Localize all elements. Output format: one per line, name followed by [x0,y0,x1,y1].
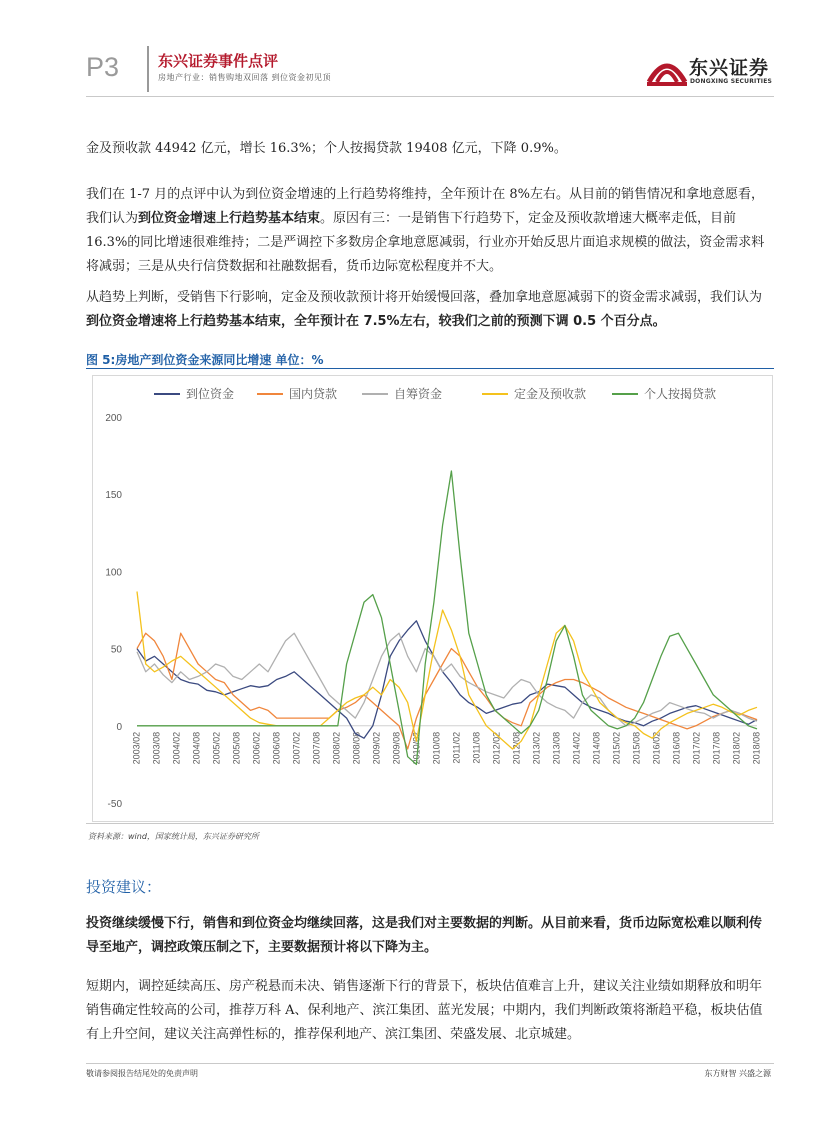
series-line-自筹资金 [137,633,757,726]
x-tick-label: 2015/08 [631,731,642,765]
paragraph-2-text-a: 我们在 1-7 月的点评中认为到位资金增速的上行趋势将维持，全年预计在 8%左右。从目前的销售情况和拿地意愿看，我们认为 [86,187,764,226]
page-number: P3 [86,52,120,82]
figure-bottom-rule [86,823,774,824]
x-tick-label: 2005/02 [211,731,222,765]
paragraph-3 [86,286,774,334]
y-tick-label: 150 [105,490,122,502]
paragraph-2-text-b: 。原因有三：一是销售下行趋势下，定金及预收款增速大概率走低，目前 16.3%的同比增速很难维持；二是严调控下多数房企拿地意愿减弱，行业亦开始反思片面追求规模的做法，资金需求料将减弱；三是从央行信贷数据和社融数据看，货币边际宽松程度并不大。 [86,211,765,274]
x-tick-label: 2007/08 [311,731,322,765]
x-tick-label: 2017/08 [711,731,722,765]
x-tick-label: 2011/08 [471,731,482,764]
x-tick-label: 2014/02 [571,731,582,765]
y-tick-label: 100 [105,567,122,579]
x-tick-label: 2016/02 [651,731,662,765]
x-tick-label: 2007/02 [291,731,302,765]
x-tick-label: 2006/08 [271,731,282,765]
report-type: 东兴证券事件点评 [158,52,279,70]
legend-label: 自筹资金 [394,387,443,401]
x-tick-label: 2014/08 [591,731,602,765]
paragraph-3-bold: 到位资金增速将上行趋势基本结束，全年预计在 7.5%左右，较我们之前的预测下调 0.5 个百分点。 [86,314,666,329]
legend-label: 个人按揭贷款 [644,387,717,401]
x-tick-label: 2017/02 [691,731,702,765]
line-chart [92,375,773,822]
x-tick-label: 2012/08 [511,731,522,765]
footer-rule [86,1063,774,1064]
y-tick-label: 50 [110,644,122,656]
x-tick-label: 2003/08 [151,731,162,765]
x-tick-label: 2016/08 [671,731,682,765]
x-tick-label: 2008/08 [351,731,362,765]
x-tick-label: 2018/08 [751,731,762,765]
x-tick-label: 2009/02 [371,731,382,765]
x-tick-label: 2004/08 [191,731,202,765]
x-tick-label: 2015/02 [611,731,622,765]
report-subtitle: 房地产行业：销售购地双回落 到位资金初见顶 [158,73,332,82]
x-tick-label: 2013/08 [551,731,562,765]
header-divider [147,46,149,92]
paragraph-4 [86,912,774,960]
y-tick-label: -50 [107,799,122,810]
x-tick-label: 2008/02 [331,731,342,765]
x-tick-label: 2010/02 [411,731,422,765]
x-tick-label: 2013/02 [531,731,542,765]
x-tick-label: 2011/02 [451,731,462,764]
logo-text: 东兴证券 [689,57,770,79]
legend-label: 国内贷款 [289,387,338,401]
y-tick-label: 200 [105,413,122,424]
x-tick-label: 2005/08 [231,731,242,765]
legend-label: 定金及预收款 [514,387,587,401]
figure-source: 资料来源：wind，国家统计局，东兴证券研究所 [88,832,259,841]
x-tick-label: 2009/08 [391,731,402,765]
x-tick-label: 2010/08 [431,731,442,765]
x-tick-label: 2003/02 [131,731,142,765]
x-tick-label: 2012/02 [491,731,502,765]
logo-english: DONGXING SECURITIES [690,78,773,85]
section-title: 投资建议： [86,878,162,896]
figure-title-rule [86,368,774,369]
paragraph-2-bold: 到位资金增速上行趋势基本结束 [138,211,321,226]
footer-slogan: 东方财智 兴盛之源 [704,1069,771,1078]
header-rule [86,96,774,97]
paragraph-3-text: 从趋势上判断，受销售下行影响，定金及预收款预计将开始缓慢回落，叠加拿地意愿减弱下的资金需求减弱，我们认为 [86,290,763,305]
legend-label: 到位资金 [186,387,235,401]
footer-disclaimer: 敬请参阅报告结尾处的免责声明 [86,1069,198,1078]
x-tick-label: 2006/02 [251,731,262,765]
y-tick-label: 0 [116,721,122,733]
x-tick-label: 2004/02 [171,731,182,765]
paragraph-5: 短期内，调控延续高压、房产税悬而未决、销售逐渐下行的背景下，板块估值难言上升，建议关注业绩如期释放和明年销售确定性较高的公司，推荐万科 A、保利地产、滨江集团、蓝光发展；中期内，我们判断政策将渐趋平稳，板块估值有上升空间，建议关注高弹性标的，推荐保利地产、滨江集团、荣盛发展、北京城建。 [86,979,763,1042]
paragraph-4-bold: 投资继续缓慢下行，销售和到位资金均继续回落，这是我们对主要数据的判断。从目前来看，货币边际宽松难以顺利传导至地产，调控政策压制之下，主要数据预计将以下降为主。 [86,916,763,955]
x-tick-label: 2018/02 [731,731,742,765]
figure-title: 图 5:房地产到位资金来源同比增速 单位：% [86,353,324,367]
paragraph-1: 金及预收款 44942 亿元，增长 16.3%；个人按揭贷款 19408 亿元，下降 0.9%。 [86,141,567,156]
paragraph-2 [86,183,774,279]
